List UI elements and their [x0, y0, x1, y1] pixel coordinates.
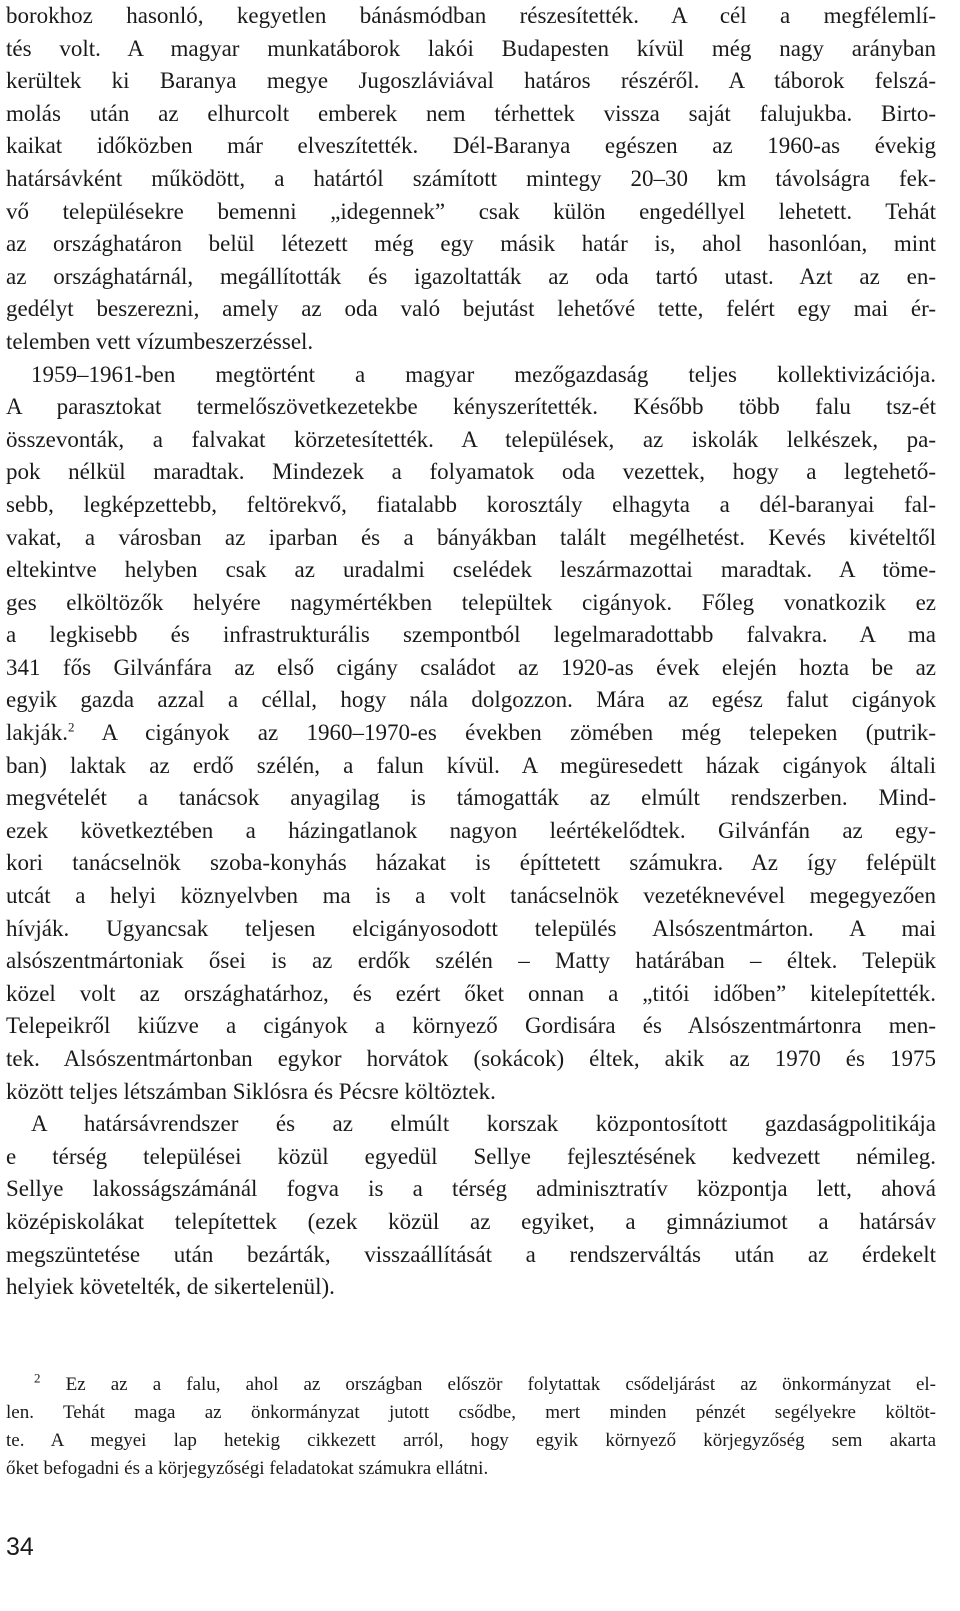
text-line: vakat, a városban az iparban és a bányákban talált megélhetést. Kevés kivételtől: [6, 524, 936, 550]
text-line: 341 fős Gilvánfára az első cigány családot az 1920-as évek elején hozta be az: [6, 654, 936, 680]
footnote-line: te. A megyei lap hetekig cikkezett arról, hogy egyik környező körjegyzőség sem akarta: [6, 1430, 936, 1451]
text-line: a legkisebb és infrastrukturális szempontból legelmaradottabb falvakra. A ma: [6, 622, 936, 648]
text-line: közel volt az országhatárhoz, és ezért őket onnan a „titói időben” kitelepítették.: [6, 980, 936, 1006]
text-line: az országhatárnál, megállították és igazoltatták az oda tartó utast. Azt az en-: [6, 263, 936, 289]
text-segment: lakják.: [6, 720, 68, 746]
text-line: pok nélkül maradtak. Mindezek a folyamatok oda vezettek, hogy a legtehető-: [6, 459, 936, 485]
text-line: tek. Alsószentmártonban egykor horvátok (sokácok) éltek, akik az 1970 és 1975: [6, 1046, 936, 1071]
text-line: határsávként működött, a határtól számított mintegy 20–30 km távolságra fek-: [6, 165, 936, 191]
text-line: sebb, legképzettebb, feltörekvő, fiatalabb korosztály elhagyta a dél-baranyai fal-: [6, 491, 936, 517]
text-line: kaikat időközben már elveszítették. Dél-Baranya egészen az 1960-as évekig: [6, 133, 936, 159]
text-line: e térség települései közül egyedül Sellye fejlesztésének kedvezett némileg.: [6, 1143, 936, 1169]
text-line: kerültek ki Baranya megye Jugoszláviával határos részéről. A táborok felszá-: [6, 68, 936, 94]
footnote-line: len. Tehát maga az önkormányzat jutott csődbe, mert minden pénzét segélyekre költöt-: [6, 1402, 936, 1423]
text-line: utcát a helyi köznyelvben ma is a volt tanácselnök vezetéknevével megegyezően: [6, 883, 936, 909]
text-line: középiskolákat telepítettek (ezek közül az egyiket, a gimnáziumot a határsáv: [6, 1208, 936, 1234]
text-line: Telepeikről kiűzve a cigányok a környező Gordisára és Alsószentmártonra men-: [6, 1013, 936, 1039]
text-line: 1959–1961-ben megtörtént a magyar mezőgazdaság teljes kollektivizációja.: [31, 361, 936, 387]
text-line: molás után az elhurcolt emberek nem térhettek vissza saját falujukba. Birto-: [6, 100, 936, 126]
text-line: helyiek követelték, de sikertelenül).: [6, 1274, 335, 1300]
text-line: megszüntetése után bezárták, visszaállítását a rendszerváltás után az érdekelt: [6, 1241, 936, 1267]
text-line: kori tanácselnök szoba-konyhás házakat is építtetett számukra. Az így felépült: [6, 850, 936, 876]
text-line: gedélyt beszerezni, amely az oda való bejutást lehetővé tette, felért egy mai ér-: [6, 296, 936, 322]
footnote-reference: 2: [67, 719, 75, 735]
text-line: telemben vett vízumbeszerzéssel.: [6, 328, 314, 354]
footnote-number: 2: [34, 1370, 41, 1386]
text-line: ges elköltözők helyére nagymértékben települtek cigányok. Főleg vonatkozik ez: [6, 589, 936, 615]
text-line: hívják. Ugyancsak teljesen elcigányosodott település Alsószentmárton. A mai: [6, 915, 936, 941]
text-line: megvételét a tanácsok anyagilag is támogatták az elmúlt rendszerben. Mind-: [6, 785, 936, 811]
text-line: az országhatáron belül létezett még egy másik határ is, ahol hasonlóan, mint: [6, 231, 936, 257]
text-line: alsószentmártoniak ősei is az erdők szélén – Matty határában – éltek. Telepük: [6, 948, 936, 974]
text-line-with-footnote: [6, 717, 936, 750]
text-line: ezek következtében a házingatlanok nagyon leértékelődtek. Gilvánfán az egy-: [6, 817, 936, 843]
text-line: A határsávrendszer és az elmúlt korszak központosított gazdaságpolitikája: [31, 1111, 936, 1137]
main-text: [6, 0, 936, 1304]
footnote-line: őket befogadni és a körjegyzőségi feladatokat számukra ellátni.: [6, 1458, 489, 1479]
text-line: között teljes létszámban Siklósra és Pécsre költöztek.: [6, 1078, 496, 1104]
text-line: Sellye lakosságszámánál fogva is a térség adminisztratív központja lett, ahová: [6, 1176, 936, 1202]
text-line: összevonták, a falvakat körzetesítették. A települések, az iskolák lelkészek, pa-: [6, 426, 936, 452]
text-line: tés volt. A magyar munkatáborok lakói Budapesten kívül még nagy arányban: [6, 35, 936, 61]
footnote-text: Ez az a falu, ahol az országban először folytattak csődeljárást az önkormányzat el-: [40, 1374, 936, 1395]
footnote: [6, 1371, 936, 1483]
text-line: borokhoz hasonló, kegyetlen bánásmódban részesítették. A cél a megfélemlí-: [6, 3, 936, 28]
page-number: 34: [6, 1533, 34, 1561]
text-line: ban) laktak az erdő szélén, a falun kívül. A megüresedett házak cigányok általi: [6, 752, 936, 778]
text-line: eltekintve helyben csak az uradalmi cselédek leszármazottai maradtak. A tömе-: [6, 557, 936, 583]
text-segment: A cigányok az 1960–1970-es években zömében még telepeken (putrik-: [74, 720, 936, 746]
footnote-line: [6, 1371, 936, 1399]
text-line: egyik gazda azzal a céllal, hogy nála dolgozzon. Mára az egész falut cigányok: [6, 687, 936, 713]
text-line: A parasztokat termelőszövetkezetekbe kényszerítették. Később több falu tsz-ét: [6, 394, 936, 420]
text-line: vő településekre bemenni „idegennek” csak külön engedéllyel lehetett. Tehát: [6, 198, 936, 224]
